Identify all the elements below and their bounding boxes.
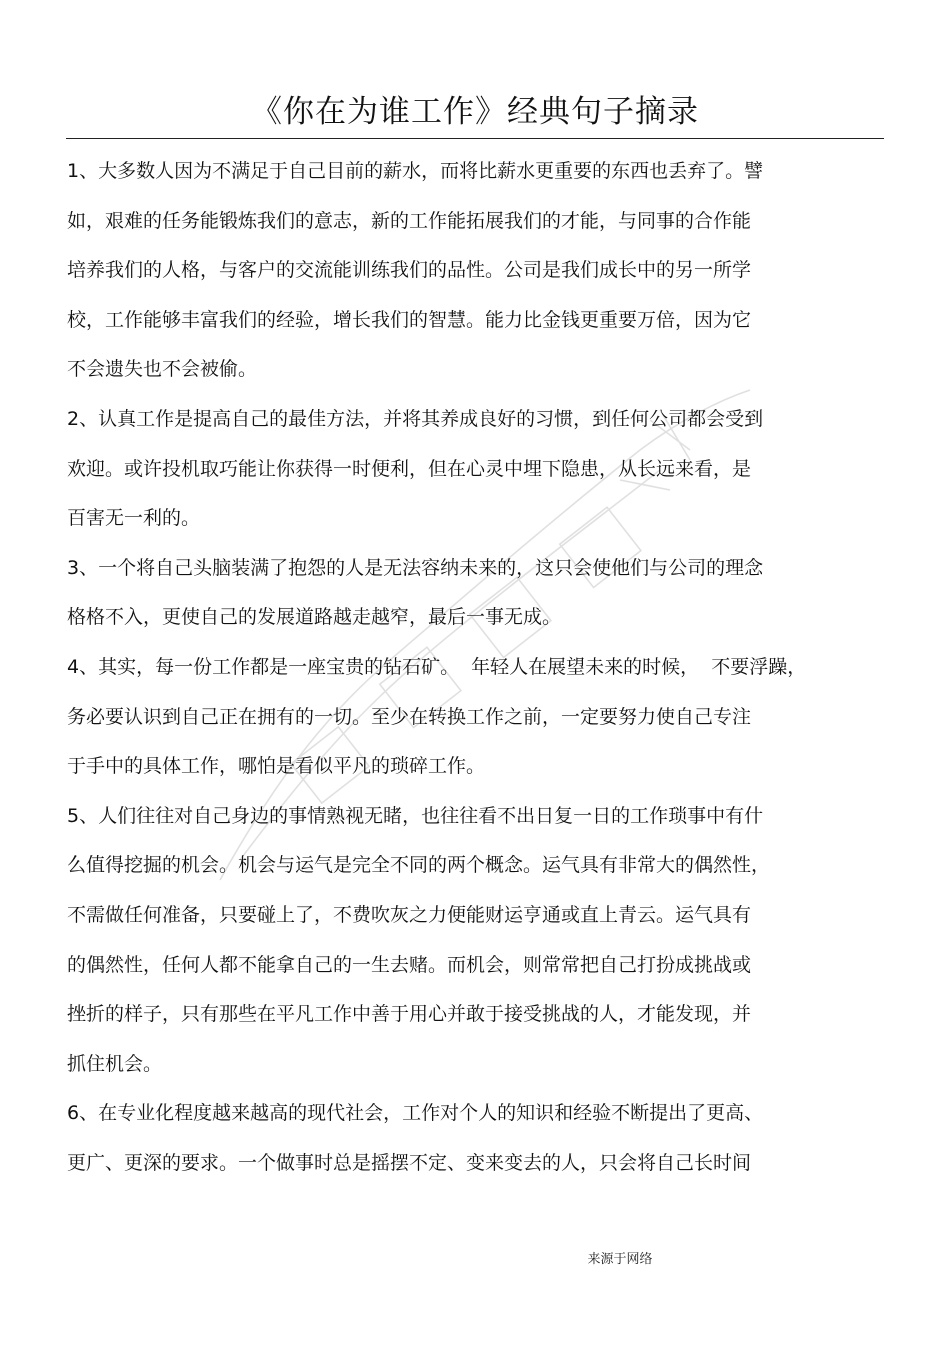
text-line: 6、在专业化程度越来越高的现代社会，工作对个人的知识和经验不断提出了更高、 bbox=[67, 1102, 764, 1125]
text-line: 4、其实，每一份工作都是一座宝贵的钻石矿。 年轻人在展望未来的时候， 不要浮躁， bbox=[67, 655, 807, 678]
text-line: 格格不入，更使自己的发展道路越走越窄，最后一事无成。 bbox=[67, 606, 562, 629]
text-line: 于手中的具体工作，哪怕是看似平凡的琐碎工作。 bbox=[67, 755, 486, 778]
text-line: 培养我们的人格，与客户的交流能训练我们的品性。公司是我们成长中的另一所学 bbox=[67, 259, 752, 282]
text-line: 不会遗失也不会被偷。 bbox=[67, 358, 258, 381]
text-line: 欢迎。或许投机取巧能让你获得一时便利，但在心灵中埋下隐患，从长远来看，是 bbox=[67, 457, 752, 480]
text-line: 抓住机会。 bbox=[67, 1052, 163, 1075]
text-line: 更广、更深的要求。一个做事时总是摇摆不定、变来变去的人，只会将自己长时间 bbox=[67, 1151, 752, 1174]
text-line: 不需做任何准备，只要碰上了，不费吹灰之力便能财运亨通或直上青云。运气具有 bbox=[67, 903, 752, 926]
text-line: 2、认真工作是提高自己的最佳方法，并将其养成良好的习惯，到任何公司都会受到 bbox=[67, 407, 764, 430]
text-line: 么值得挖掘的机会。机会与运气是完全不同的两个概念。运气具有非常大的偶然性， bbox=[67, 854, 771, 877]
page-title: 《你在为谁工作》经典句子摘录 bbox=[251, 94, 699, 130]
paragraph-1 bbox=[67, 147, 887, 395]
text-line: 如，艰难的任务能锻炼我们的意志，新的工作能拓展我们的才能，与同事的合作能 bbox=[67, 209, 752, 232]
footer-source: 来源于网络 bbox=[587, 1252, 653, 1267]
text-line: 百害无一利的。 bbox=[67, 507, 201, 530]
text-line: 1、大多数人因为不满足于自己目前的薪水，而将比薪水更重要的东西也丢弃了。譬 bbox=[67, 160, 764, 182]
text-line: 5、人们往往对自己身边的事情熟视无睹，也往往看不出日复一日的工作琐事中有什 bbox=[67, 804, 764, 827]
paragraph-2 bbox=[67, 395, 887, 544]
paragraph-6 bbox=[67, 1089, 887, 1188]
text-line: 校，工作能够丰富我们的经验，增长我们的智慧。能力比金钱更重要万倍，因为它 bbox=[67, 308, 752, 331]
title-divider bbox=[66, 138, 884, 139]
paragraph-3 bbox=[67, 544, 887, 643]
text-line: 的偶然性，任何人都不能拿自己的一生去赌。而机会，则常常把自己打扮成挑战或 bbox=[67, 953, 752, 976]
text-line: 挫折的样子，只有那些在平凡工作中善于用心并敢于接受挑战的人，才能发现，并 bbox=[67, 1003, 752, 1026]
paragraph-5 bbox=[67, 792, 887, 1090]
paragraph-4 bbox=[67, 643, 887, 792]
text-line: 务必要认识到自己正在拥有的一切。至少在转换工作之前，一定要努力使自己专注 bbox=[67, 705, 752, 728]
text-line: 3、一个将自己头脑装满了抱怨的人是无法容纳未来的，这只会使他们与公司的理念 bbox=[67, 556, 764, 579]
document-body bbox=[67, 147, 887, 1188]
